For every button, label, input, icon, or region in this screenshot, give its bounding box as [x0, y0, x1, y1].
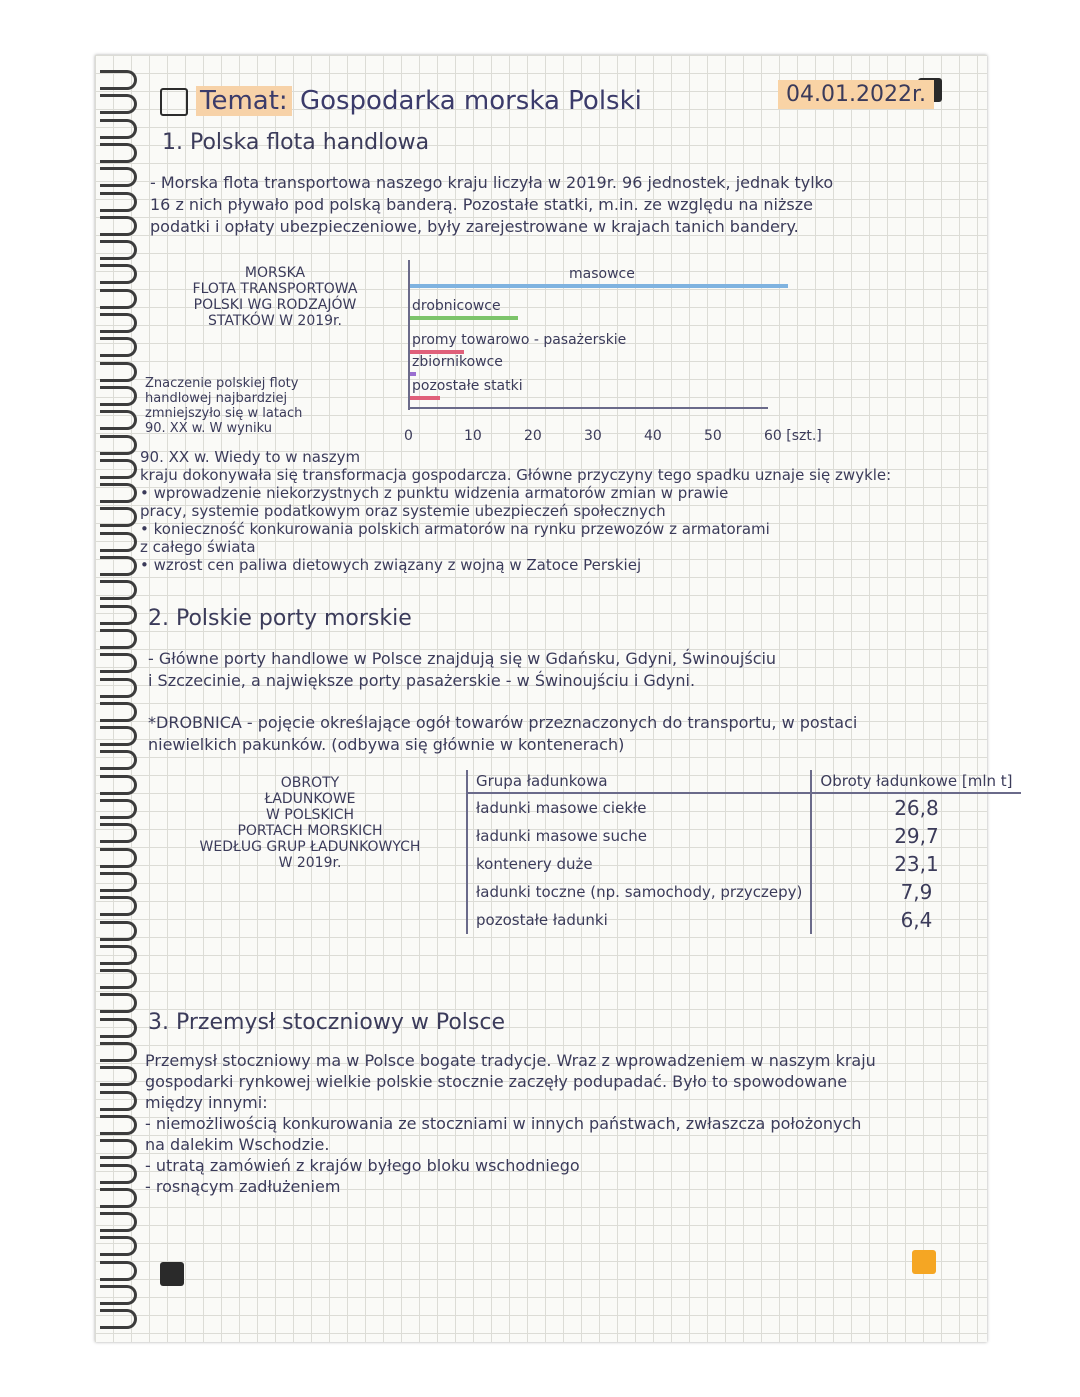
table-cell-group: ładunki toczne (np. samochody, przyczepy) [467, 878, 811, 906]
section3-line: na dalekim Wschodzie. [145, 1135, 330, 1154]
spiral-ring [100, 507, 137, 527]
table-caption-line: OBROTY [280, 775, 340, 791]
table-caption-line: PORTACH MORSKICH [237, 823, 383, 839]
cargo-table [466, 770, 1021, 934]
spiral-ring [100, 94, 137, 114]
spiral-ring [100, 969, 137, 989]
corner-marker-top-left [160, 88, 188, 116]
table-caption [195, 775, 425, 871]
spiral-ring [100, 264, 137, 284]
section1-line: 16 z nich pływało pod polską banderą. Pozostałe statki, m.in. ze względu na niższe [150, 195, 813, 214]
section1-cont-line: pracy, systemie podatkowym oraz systemie ubezpieczeń społecznych [140, 502, 666, 520]
x-tick-label: 50 [704, 428, 722, 444]
section3-line: między innymi: [145, 1093, 268, 1112]
spiral-ring [100, 653, 137, 673]
bar-label: zbiornikowce [412, 354, 503, 370]
spiral-ring [100, 362, 137, 382]
bar-label: promy towarowo - pasażerskie [412, 332, 627, 348]
table-cell-group: kontenery duże [467, 850, 811, 878]
section1-heading: 1. Polska flota handlowa [162, 130, 430, 155]
spiral-ring [100, 896, 137, 916]
bar [410, 316, 518, 320]
chart-x-axis [408, 407, 768, 409]
spiral-ring [100, 1091, 137, 1111]
spiral-ring [100, 702, 137, 722]
spiral-ring [100, 167, 137, 187]
section1-cont-line: 90. XX w. Wiedy to w naszym [140, 448, 361, 466]
spiral-ring [100, 1042, 137, 1062]
spiral-ring [100, 1285, 137, 1305]
spiral-ring [100, 1309, 137, 1329]
table-cell-value: 7,9 [811, 878, 1020, 906]
spiral-ring [100, 289, 137, 309]
x-tick-label: 20 [524, 428, 542, 444]
spiral-ring [100, 313, 137, 333]
date-label: 04.01.2022r. [778, 80, 934, 109]
spiral-ring [100, 945, 137, 965]
spiral-ring [100, 143, 137, 163]
chart-caption-line: STATKÓW W 2019r. [208, 313, 342, 329]
drobnica-definition [148, 712, 857, 756]
section2-line: - Główne porty handlowe w Polsce znajdują się w Gdańsku, Gdyni, Świnoujściu [148, 649, 777, 668]
section1-cont-line: • konieczność konkurowania polskich armatorów na rynku przewozów z armatorami [140, 520, 770, 538]
spiral-ring [100, 1212, 137, 1232]
section2-paragraph [148, 648, 776, 692]
section1-cont-line: z całego świata [140, 538, 256, 556]
spiral-ring [100, 799, 137, 819]
spiral-ring [100, 532, 137, 552]
spiral-binding [100, 70, 136, 1340]
spiral-ring [100, 240, 137, 260]
spiral-ring [100, 1188, 137, 1208]
bar [410, 396, 440, 400]
spiral-ring [100, 1164, 137, 1184]
spiral-ring [100, 386, 137, 406]
spiral-ring [100, 1236, 137, 1256]
spiral-ring [100, 726, 137, 746]
spiral-ring [100, 1139, 137, 1159]
chart-caption-line: POLSKI WG RODZAJÓW [193, 297, 357, 313]
table-cell-value: 29,7 [811, 822, 1020, 850]
table-cell-value: 6,4 [811, 906, 1020, 934]
spiral-ring [100, 1066, 137, 1086]
definition-line: *DROBNICA - pojęcie określające ogół towarów przeznaczonych do transportu, w postaci [148, 713, 858, 732]
x-tick-label: 60 [szt.] [764, 428, 822, 444]
spiral-ring [100, 872, 137, 892]
table-caption-line: ŁADUNKOWE [264, 791, 356, 807]
side-note [145, 376, 302, 436]
spiral-ring [100, 410, 137, 430]
bar [410, 284, 788, 288]
spiral-ring [100, 337, 137, 357]
chart-y-axis [408, 260, 410, 410]
table-row [467, 822, 1021, 850]
table-cell-group: ładunki masowe suche [467, 822, 811, 850]
chart-caption [175, 265, 375, 329]
section1-continued [140, 448, 891, 574]
side-note-line: 90. XX w. W wyniku [145, 421, 272, 436]
section3-line: - utratą zamówień z krajów byłego bloku wschodniego [145, 1156, 580, 1175]
spiral-ring [100, 556, 137, 576]
section3-line: Przemysł stoczniowy ma w Polsce bogate tradycje. Wraz z wprowadzeniem w naszym kraju [145, 1051, 876, 1070]
table-cell-value: 23,1 [811, 850, 1020, 878]
section3-heading: 3. Przemysł stoczniowy w Polsce [148, 1010, 505, 1035]
title-text: Gospodarka morska Polski [299, 86, 642, 116]
table-row [467, 793, 1021, 822]
section3-line: - niemożliwością konkurowania ze stoczniami w innych państwach, zwłaszcza położonych [145, 1114, 862, 1133]
chart-caption-line: MORSKA [244, 265, 306, 281]
section3-paragraph [145, 1050, 876, 1197]
spiral-ring [100, 605, 137, 625]
table-caption-line: WEDŁUG GRUP ŁADUNKOWYCH [199, 839, 421, 855]
section3-line: gospodarki rynkowej wielkie polskie stocznie zaczęły podupadać. Było to spowodowane [145, 1072, 848, 1091]
table-header-group: Grupa ładunkowa [467, 770, 811, 793]
bar-label: masowce [569, 266, 635, 282]
spiral-ring [100, 823, 137, 843]
section3-line: - rosnącym zadłużeniem [145, 1177, 341, 1196]
section1-paragraph [150, 172, 833, 238]
bar [410, 372, 416, 376]
page-title [196, 86, 642, 116]
spiral-ring [100, 192, 137, 212]
spiral-ring [100, 1115, 137, 1135]
side-note-line: Znaczenie polskiej floty [145, 376, 299, 391]
spiral-ring [100, 70, 137, 90]
table-caption-line: W 2019r. [278, 855, 342, 871]
spiral-ring [100, 629, 137, 649]
definition-line: niewielkich pakunków. (odbywa się głównie w kontenerach) [148, 735, 625, 754]
section1-line: - Morska flota transportowa naszego kraju liczyła w 2019r. 96 jednostek, jednak tylko [150, 173, 834, 192]
x-tick-label: 30 [584, 428, 602, 444]
table-cell-group: ładunki masowe ciekłe [467, 793, 811, 822]
spiral-ring [100, 1018, 137, 1038]
side-note-line: handlowej najbardziej [145, 391, 288, 406]
table-row [467, 850, 1021, 878]
spiral-ring [100, 119, 137, 139]
title-label: Temat: [196, 86, 292, 116]
section2-heading: 2. Polskie porty morskie [148, 606, 412, 631]
table-row [467, 906, 1021, 934]
corner-marker-bottom-right [912, 1250, 936, 1274]
spiral-ring [100, 483, 137, 503]
section1-line: podatki i opłaty ubezpieczeniowe, były zarejestrowane w krajach tanich bandery. [150, 217, 799, 236]
section2-line: i Szczecinie, a największe porty pasażerskie - w Świnoujściu i Gdyni. [148, 671, 696, 690]
corner-marker-bottom-left [160, 1262, 184, 1286]
x-tick-label: 40 [644, 428, 662, 444]
table-header-value: Obroty ładunkowe [mln t] [811, 770, 1020, 793]
spiral-ring [100, 775, 137, 795]
spiral-ring [100, 216, 137, 236]
side-note-line: zmniejszyło się w latach [145, 406, 303, 421]
section1-cont-line: • wzrost cen paliwa dietowych związany z wojną w Zatoce Perskiej [140, 556, 642, 574]
spiral-ring [100, 1261, 137, 1281]
spiral-ring [100, 848, 137, 868]
x-tick-label: 0 [404, 428, 413, 444]
table-cell-group: pozostałe ładunki [467, 906, 811, 934]
spiral-ring [100, 921, 137, 941]
section1-cont-line: • wprowadzenie niekorzystnych z punktu widzenia armatorów zmian w prawie [140, 484, 729, 502]
table-cell-value: 26,8 [811, 793, 1020, 822]
chart-caption-line: FLOTA TRANSPORTOWA [192, 281, 358, 297]
table-row [467, 878, 1021, 906]
fleet-bar-chart [380, 260, 850, 460]
spiral-ring [100, 993, 137, 1013]
bar-label: drobnicowce [412, 298, 501, 314]
spiral-ring [100, 678, 137, 698]
x-tick-label: 10 [464, 428, 482, 444]
bar-label: pozostałe statki [412, 378, 523, 394]
section1-cont-line: kraju dokonywała się transformacja gospodarcza. Główne przyczyny tego spadku uznaje się zwykle: [140, 466, 892, 484]
spiral-ring [100, 459, 137, 479]
spiral-ring [100, 750, 137, 770]
spiral-ring [100, 435, 137, 455]
spiral-ring [100, 580, 137, 600]
table-caption-line: W POLSKICH [265, 807, 355, 823]
